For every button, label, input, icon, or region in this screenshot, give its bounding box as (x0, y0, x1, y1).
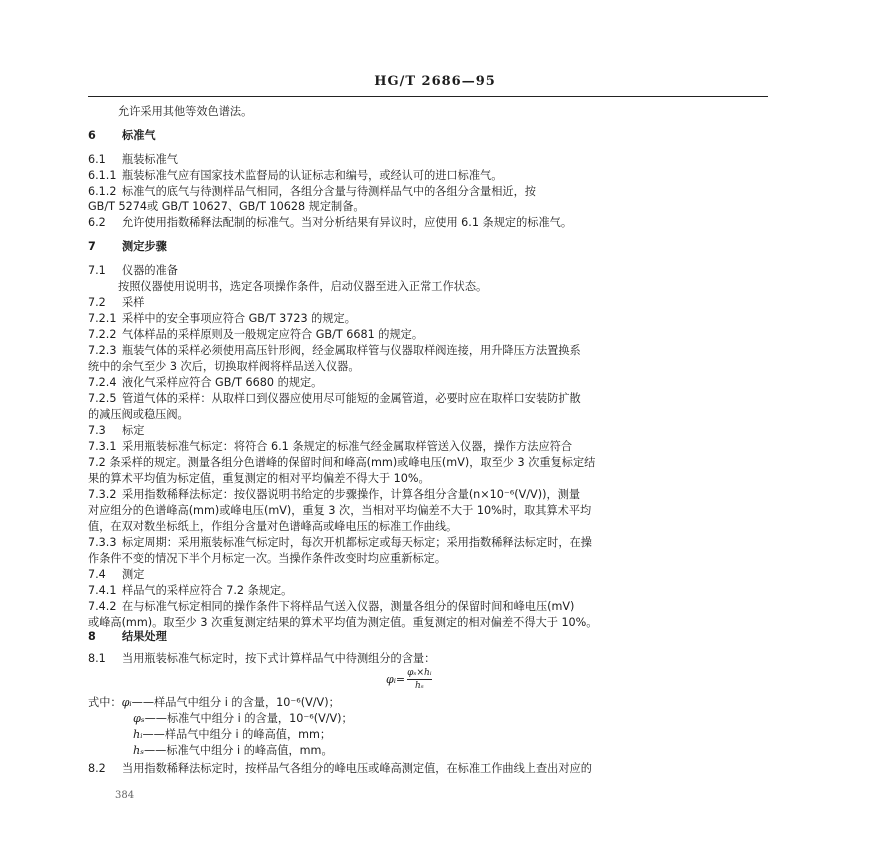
clause-text: 当用指数稀释法标定时，按样品气各组分的峰电压或峰高测定值，在标准工作曲线上查出对应的 (122, 762, 592, 775)
clause-text: 管道气体的采样：从取样口到仪器应使用尽可能短的金属管道，必要时应在取样口安装防扩散 (122, 392, 581, 405)
clause-6-1-1 (88, 169, 502, 183)
clause-7-1-text: 按照仪器使用说明书，选定各项操作条件，启动仪器至进入正常工作状态。 (118, 280, 488, 293)
clause-6-1 (88, 153, 178, 167)
clause-6-1-2 (88, 185, 536, 199)
clause-number: 7.2.1 (88, 312, 117, 325)
clause-7-4-2-cont: 或峰高(mm)。取至少 3 次重复测定结果的算术平均值为测定值。重复测定的相对偏差不得大于 10%。 (88, 616, 598, 629)
section-7-heading (88, 240, 167, 254)
where-item-4 (133, 744, 333, 758)
clause-7-2-3 (88, 344, 581, 358)
formula-numerator: φₛ×hᵢ (407, 668, 432, 678)
clause-title: 瓶装标准气 (122, 153, 178, 166)
clause-number: 6.2 (88, 216, 106, 229)
clause-number: 6.1.1 (88, 169, 117, 182)
clause-7-3 (88, 424, 144, 438)
clause-7-2-5 (88, 392, 581, 406)
clause-7-3-1-cont: 7.2 条采样的规定。测量各组分色谱峰的保留时间和峰高(mm)或峰电压(mV)，取至少 3 次重复标定结 (88, 456, 596, 469)
clause-number: 7.4.2 (88, 600, 117, 613)
clause-7-4 (88, 568, 144, 582)
clause-7-4-1 (88, 584, 292, 598)
clause-text: 在与标准气标定相同的操作条件下将样品气送入仪器，测量各组分的保留时间和峰电压(mV) (122, 600, 575, 613)
clause-7-2-1 (88, 312, 356, 326)
clause-text: 瓶装标准气应有国家技术监督局的认证标志和编号，或经认可的进口标准气。 (122, 169, 503, 182)
where-text: ——样品气中组分 i 的含量，10⁻⁶(V/V)； (131, 696, 340, 709)
clause-title: 测定 (122, 568, 145, 581)
clause-text: 当用瓶装标准气标定时，按下式计算样品气中待测组分的含量： (122, 652, 436, 665)
where-symbol: hₛ (133, 744, 144, 757)
section-title: 测定步骤 (122, 240, 167, 253)
where-item-3 (133, 728, 331, 742)
clause-title: 采样 (122, 296, 145, 309)
clause-8-1 (88, 652, 435, 666)
clause-text: 允许使用指数稀释法配制的标准气。当对分析结果有异议时，应使用 6.1 条规定的标准气。 (122, 216, 573, 229)
where-symbol: hᵢ (133, 728, 143, 741)
clause-6-2 (88, 216, 572, 230)
formula-fraction (407, 668, 431, 691)
section-8-heading (88, 630, 167, 644)
section-number: 7 (88, 240, 96, 253)
clause-7-3-3 (88, 536, 592, 550)
content-formula (386, 668, 432, 691)
clause-number: 7.1 (88, 264, 106, 277)
clause-number: 7.2.5 (88, 392, 117, 405)
clause-7-2 (88, 296, 144, 310)
formula-lhs: φᵢ= (386, 673, 406, 686)
clause-number: 7.3 (88, 424, 106, 437)
clause-7-1 (88, 264, 178, 278)
where-item-2 (133, 712, 353, 726)
section-6-heading (88, 129, 156, 143)
clause-7-2-3-cont: 统中的余气至少 3 次后，切换取样阀将样品送入仪器。 (88, 360, 360, 373)
section-title: 结果处理 (122, 630, 167, 643)
clause-text: 液化气采样应符合 GB/T 6680 的规定。 (122, 376, 323, 389)
section-title: 标准气 (122, 129, 156, 142)
clause-number: 7.3.3 (88, 536, 117, 549)
clause-text: 气体样品的采样原则及一般规定应符合 GB/T 6681 的规定。 (122, 328, 424, 341)
clause-7-3-1-cont2: 果的算术平均值为标定值，重复测定的相对平均偏差不得大于 10%。 (88, 472, 430, 485)
formula-denominator: hₛ (414, 681, 424, 691)
clause-number: 7.2.2 (88, 328, 117, 341)
clause-text: 标定周期：采用瓶装标准气标定时，每次开机都标定或每天标定；采用指数稀释法标定时，在操 (122, 536, 592, 549)
where-item-1 (88, 696, 340, 710)
clause-number: 8.1 (88, 652, 106, 665)
where-symbol: φₛ (133, 712, 145, 725)
clause-text: 瓶装气体的采样必须使用高压针形阀，经金属取样管与仪器取样阀连接，用升降压方法置换系 (122, 344, 581, 357)
clause-7-3-2-cont2: 值，在双对数坐标纸上，作组分含量对色谱峰高或峰电压的标准工作曲线。 (88, 520, 458, 533)
clause-text: 采用指数稀释法标定：按仪器说明书给定的步骤操作，计算各组分含量(n×10⁻⁶(V/V))，测量 (122, 488, 581, 501)
clause-7-4-2 (88, 600, 574, 614)
clause-7-2-4 (88, 376, 322, 390)
clause-7-3-2-cont: 对应组分的色谱峰高(mm)或峰电压(mV)，重复 3 次，当相对平均偏差不大于 10%时，取其算术平均 (88, 504, 592, 517)
clause-number: 6.1.2 (88, 185, 117, 198)
clause-6-1-2-cont: GB/T 5274或 GB/T 10627、GB/T 10628 规定制备。 (88, 200, 365, 213)
clause-number: 7.2.4 (88, 376, 117, 389)
clause-number: 7.4 (88, 568, 106, 581)
where-text: ——标准气中组分 i 的峰高值，mm。 (143, 744, 333, 757)
clause-number: 7.3.1 (88, 440, 117, 453)
clause-7-3-1 (88, 440, 572, 454)
where-text: ——标准气中组分 i 的含量，10⁻⁶(V/V)； (144, 712, 353, 725)
clause-number: 7.3.2 (88, 488, 117, 501)
clause-text: 样品气的采样应符合 7.2 条规定。 (122, 584, 293, 597)
clause-text: 标准气的底气与待测样品气相同，各组分含量与待测样品气中的各组分含量相近，按 (122, 185, 536, 198)
clause-title: 仪器的准备 (122, 264, 178, 277)
clause-text: 采用瓶装标准气标定：将符合 6.1 条规定的标准气经金属取样管送入仪器，操作方法应符合 (122, 440, 573, 453)
page-number: 384 (115, 790, 135, 801)
section-number: 6 (88, 129, 96, 142)
paragraph-continued: 允许采用其他等效色谱法。 (118, 105, 253, 118)
clause-7-2-5-cont: 的减压阀或稳压阀。 (88, 408, 189, 421)
where-symbol: φᵢ (121, 696, 132, 709)
section-number: 8 (88, 630, 96, 643)
where-lead: 式中： (88, 696, 122, 709)
fraction-bar (407, 679, 431, 680)
clause-7-3-3-cont: 作条件不变的情况下半个月标定一次。当操作条件改变时均应重新标定。 (88, 552, 447, 565)
clause-number: 7.2.3 (88, 344, 117, 357)
clause-7-2-2 (88, 328, 423, 342)
page-header: HG/T 2686—95 (374, 74, 496, 89)
header-rule (88, 96, 768, 97)
clause-number: 7.4.1 (88, 584, 117, 597)
clause-number: 8.2 (88, 762, 106, 775)
clause-7-3-2 (88, 488, 580, 502)
clause-8-2 (88, 762, 592, 776)
clause-title: 标定 (122, 424, 145, 437)
where-text: ——样品气中组分 i 的峰高值，mm； (142, 728, 332, 741)
clause-number: 7.2 (88, 296, 106, 309)
clause-text: 采样中的安全事项应符合 GB/T 3723 的规定。 (122, 312, 356, 325)
clause-number: 6.1 (88, 153, 106, 166)
